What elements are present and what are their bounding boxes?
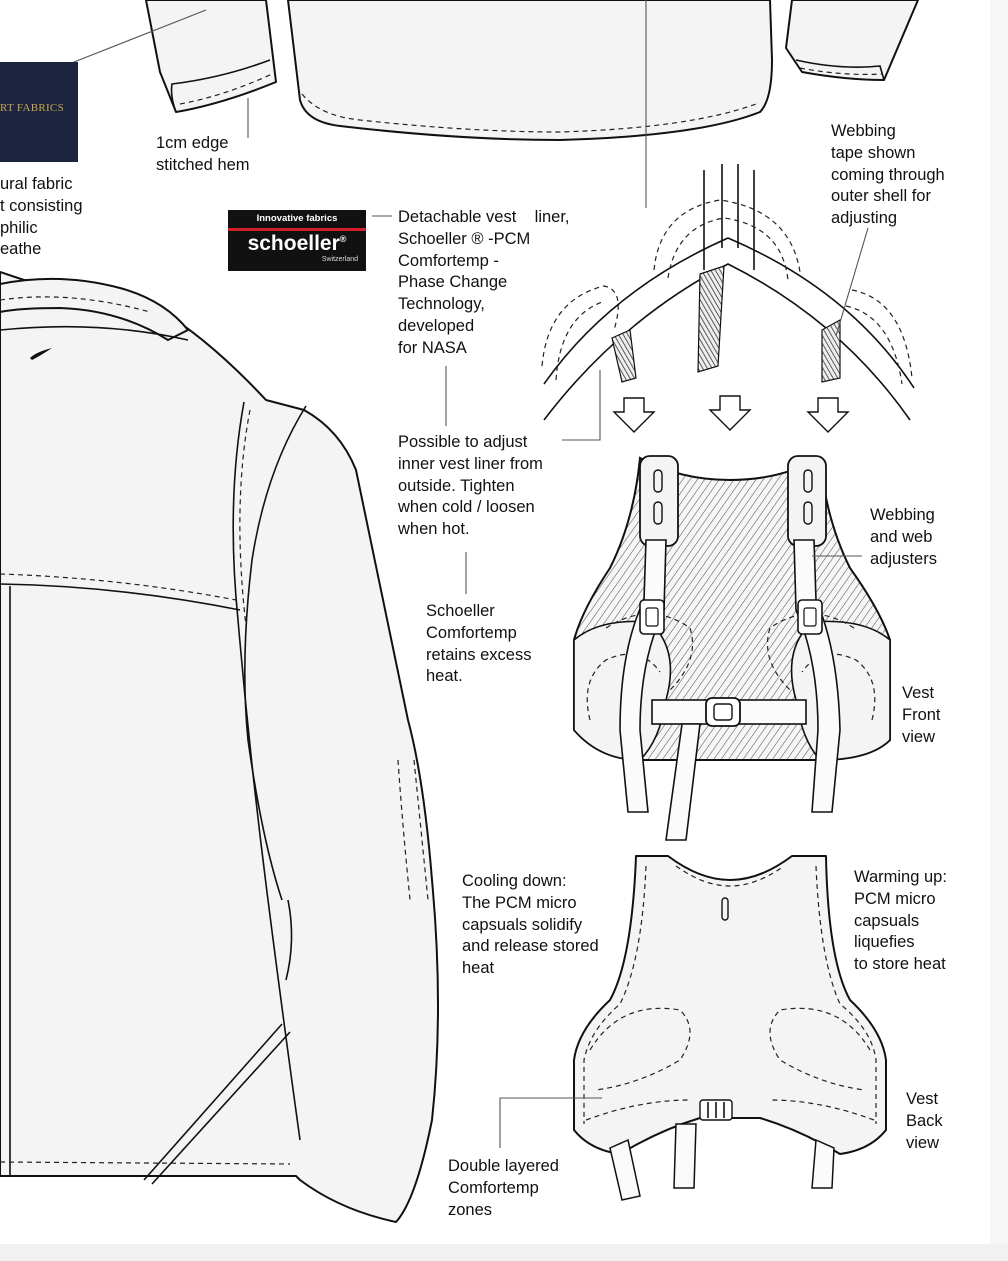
vest-front-view-label: Vest Front view (902, 684, 941, 746)
schoeller-stripe (228, 228, 366, 231)
fabric-brand-swatch (0, 62, 78, 162)
vest-back-view-label: Vest Back view (906, 1090, 943, 1152)
down-arrow-icon (614, 396, 848, 432)
warming-up-label: Warming up: PCM micro capsuals liquefies to store heat (854, 868, 947, 974)
page-edge-bottom (0, 1244, 1008, 1261)
cooling-down-label: Cooling down: The PCM micro capsuals solidify and release stored heat (462, 872, 599, 978)
schoeller-wordmark (228, 232, 366, 256)
detachable-liner-label: Detachable vest liner, Schoeller ® -PCM Comfortemp - Phase Change Technology, developed for NASA (398, 208, 570, 357)
buckle-icon (706, 698, 740, 726)
double-layered-label: Double layered Comfortemp zones (448, 1157, 559, 1219)
page-edge-right (990, 0, 1008, 1261)
retains-heat-label: Schoeller Comfortemp retains excess heat. (426, 602, 532, 686)
webbing-tape-label: Webbing tape shown coming through outer shell for adjusting (831, 122, 945, 228)
fabric-brand-text: RT FABRICS (0, 102, 64, 114)
schoeller-brand: schoeller (247, 232, 340, 255)
adjust-liner-label: Possible to adjust inner vest liner from outside. Tighten when cold / loosen when hot. (398, 433, 543, 539)
jacket-back-view (0, 272, 438, 1222)
schoeller-registered-mark: ® (339, 234, 347, 244)
hem-label: 1cm edge stitched hem (156, 134, 250, 174)
top-garment-hem (74, 0, 918, 208)
fabric-description-fragment: ural fabric t consisting philic eathe (0, 175, 83, 259)
vest-front-view (574, 456, 890, 840)
schoeller-tagline: Innovative fabrics (256, 213, 338, 224)
webbing-adjusters-label: Webbing and web adjusters (870, 506, 937, 568)
schoeller-logo (228, 210, 366, 271)
schoeller-country: Switzerland (321, 256, 358, 263)
